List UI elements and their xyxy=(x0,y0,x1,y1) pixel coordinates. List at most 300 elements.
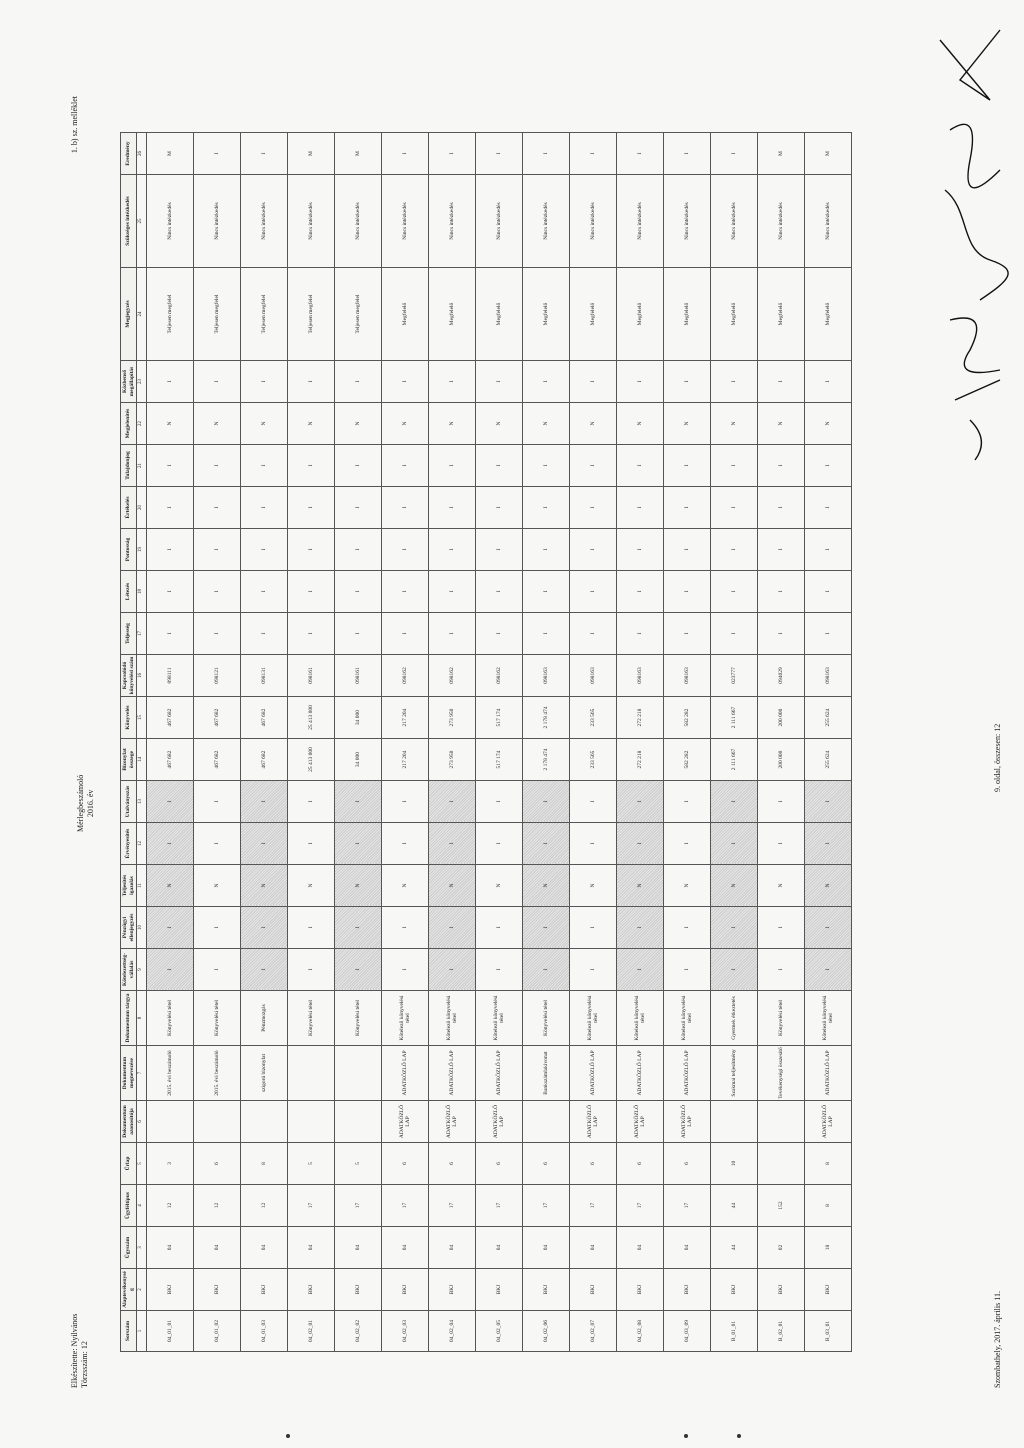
column-number: 22 xyxy=(137,403,147,445)
table-cell: N xyxy=(382,865,429,907)
table-cell: I xyxy=(241,907,288,949)
table-cell: I xyxy=(288,823,335,865)
table-cell: 098162 xyxy=(382,655,429,697)
column-header: Szükséges intézkedés xyxy=(121,175,137,268)
column-header: Közbenső megállapítás xyxy=(121,361,137,403)
column-number: 16 xyxy=(137,655,147,697)
table-cell: I xyxy=(429,133,476,175)
table-cell: 10 xyxy=(711,1143,758,1185)
column-header: Ügyféltípus xyxy=(121,1185,137,1227)
table-cell: I xyxy=(617,571,664,613)
table-cell: ADATKÖZLŐ LAP xyxy=(429,1101,476,1143)
table-cell: 517 174 xyxy=(476,697,523,739)
table-cell: Megfelelő xyxy=(570,268,617,361)
table-cell: 2 178 474 xyxy=(523,697,570,739)
table-cell: 217 204 xyxy=(382,697,429,739)
table-cell: N xyxy=(241,865,288,907)
table-cell: BKJ xyxy=(523,1269,570,1311)
table-cell: 17 xyxy=(523,1185,570,1227)
table-cell: Megfelelő xyxy=(617,268,664,361)
table-row xyxy=(570,133,617,1352)
table-cell: N xyxy=(382,403,429,445)
table-cell: N xyxy=(288,865,335,907)
table-cell: Kötelező könyvelési tétel xyxy=(570,991,617,1046)
table-cell: I xyxy=(241,781,288,823)
column-number: 17 xyxy=(137,613,147,655)
table-cell: 273 950 xyxy=(429,739,476,781)
table-cell: Könyvelési tétel xyxy=(523,991,570,1046)
column-number: 18 xyxy=(137,571,147,613)
table-row xyxy=(758,133,805,1352)
table-cell: I xyxy=(429,823,476,865)
table-cell: 467 682 xyxy=(147,739,194,781)
table-cell: I xyxy=(335,571,382,613)
header-center xyxy=(76,775,96,832)
table-cell: I xyxy=(241,445,288,487)
table-cell: ADATKÖZLŐ LAP xyxy=(476,1101,523,1143)
table-cell: Megfelelő xyxy=(476,268,523,361)
table-cell: I xyxy=(711,613,758,655)
table-cell: I xyxy=(194,361,241,403)
table-row xyxy=(335,133,382,1352)
table-cell: Nincs intézkedés xyxy=(288,175,335,268)
table-cell: I xyxy=(805,361,852,403)
table-cell: Teljesen megfelel xyxy=(194,268,241,361)
table-cell: BKJ xyxy=(664,1269,711,1311)
table-cell: I xyxy=(617,133,664,175)
table-cell: I xyxy=(382,571,429,613)
table-cell: Teljesen megfelel xyxy=(335,268,382,361)
table-row xyxy=(805,133,852,1352)
table-cell: ADATKÖZLŐ LAP xyxy=(664,1046,711,1101)
table-cell: Nincs intézkedés xyxy=(617,175,664,268)
table-cell: I xyxy=(194,445,241,487)
table-cell: 17 xyxy=(570,1185,617,1227)
table-cell: BKJ xyxy=(711,1269,758,1311)
table-cell: 272 218 xyxy=(617,697,664,739)
table-cell: I xyxy=(335,907,382,949)
table-cell: N xyxy=(805,865,852,907)
table-cell: I xyxy=(382,487,429,529)
table-cell: 04_03_09 xyxy=(664,1311,711,1352)
table-cell: I xyxy=(805,571,852,613)
column-number: 4 xyxy=(137,1185,147,1227)
table-cell: Megfelelő xyxy=(805,268,852,361)
table-cell: I xyxy=(382,361,429,403)
table-cell: I xyxy=(664,823,711,865)
scan-dot xyxy=(286,1434,290,1438)
column-number: 8 xyxy=(137,991,147,1046)
table-cell: 272 218 xyxy=(617,739,664,781)
table-cell: Kötelező könyvelési tétel xyxy=(805,991,852,1046)
table-cell: N xyxy=(711,865,758,907)
table-cell: I xyxy=(523,361,570,403)
table-cell: I xyxy=(617,907,664,949)
column-header: Érvényesítés xyxy=(121,823,137,865)
table-cell: 098111 xyxy=(147,655,194,697)
table-cell: N xyxy=(288,403,335,445)
table-cell: I xyxy=(758,949,805,991)
table-cell: M xyxy=(335,133,382,175)
table-cell: I xyxy=(617,361,664,403)
column-header: Megjelenítés xyxy=(121,403,137,445)
table-cell: 17 xyxy=(617,1185,664,1227)
column-number: 21 xyxy=(137,445,147,487)
table-cell: 582 282 xyxy=(664,739,711,781)
table-cell: BKJ xyxy=(758,1269,805,1311)
table-cell: I xyxy=(335,781,382,823)
table-cell: I xyxy=(758,613,805,655)
table-cell: 6 xyxy=(570,1143,617,1185)
column-number: 23 xyxy=(137,361,147,403)
table-cell: I xyxy=(382,781,429,823)
table-cell: N xyxy=(429,403,476,445)
table-cell: 098161 xyxy=(335,655,382,697)
table-cell: 12 xyxy=(194,1185,241,1227)
table-cell: I xyxy=(664,529,711,571)
table-cell: 04_01_03 xyxy=(241,1311,288,1352)
table-cell: I xyxy=(147,361,194,403)
table-cell: I xyxy=(523,907,570,949)
column-header: Teljesség xyxy=(121,613,137,655)
table-cell: 098162 xyxy=(476,655,523,697)
table-cell: I xyxy=(570,613,617,655)
table-cell: 04_02_05 xyxy=(476,1311,523,1352)
table-cell: BKJ xyxy=(805,1269,852,1311)
table-cell: 098163 xyxy=(570,655,617,697)
table-cell: Szakmai teljesítmény xyxy=(711,1046,758,1101)
table-cell: Pénzmozgás xyxy=(241,991,288,1046)
table-cell: I xyxy=(523,613,570,655)
table-cell: BKJ xyxy=(147,1269,194,1311)
table-cell: I xyxy=(570,133,617,175)
table-cell: 098163 xyxy=(664,655,711,697)
table-cell: I xyxy=(147,823,194,865)
table-cell: I xyxy=(711,487,758,529)
table-cell: I xyxy=(476,949,523,991)
table-cell: N xyxy=(194,403,241,445)
table-cell: I xyxy=(288,781,335,823)
table-cell: Megfelelő xyxy=(382,268,429,361)
table-cell: Megfelelő xyxy=(523,268,570,361)
table-cell: N xyxy=(664,865,711,907)
column-number: 24 xyxy=(137,268,147,361)
table-cell: Megfelelő xyxy=(711,268,758,361)
table-cell: I xyxy=(523,781,570,823)
table-cell: 2015. évi beszámoló xyxy=(194,1046,241,1101)
table-row xyxy=(147,133,194,1352)
table-cell: N xyxy=(476,403,523,445)
footer-center: 9. oldal, összesen: 12 xyxy=(993,723,1002,792)
table-cell: I xyxy=(523,949,570,991)
table-cell: ADATKÖZLŐ LAP xyxy=(382,1101,429,1143)
table-cell: I xyxy=(805,907,852,949)
table-cell: Nincs intézkedés xyxy=(664,175,711,268)
table-cell: I xyxy=(194,133,241,175)
table-cell: N xyxy=(805,403,852,445)
table-cell: I xyxy=(147,571,194,613)
table-cell: I xyxy=(805,823,852,865)
table-cell: I xyxy=(476,823,523,865)
table-cell: Teljesen megfelel xyxy=(288,268,335,361)
table-cell: M xyxy=(758,133,805,175)
table-cell: 17 xyxy=(288,1185,335,1227)
table-cell: I xyxy=(476,361,523,403)
column-header: Űrlap xyxy=(121,1143,137,1185)
table-cell: I xyxy=(241,361,288,403)
table-cell: I xyxy=(429,949,476,991)
table-cell: Nincs intézkedés xyxy=(711,175,758,268)
table-cell: I xyxy=(664,487,711,529)
table-cell: I xyxy=(476,487,523,529)
table-cell: Nincs intézkedés xyxy=(147,175,194,268)
table-cell: 098162 xyxy=(429,655,476,697)
table-cell: I xyxy=(194,529,241,571)
table-cell: 17 xyxy=(335,1185,382,1227)
table-cell: I xyxy=(758,529,805,571)
table-cell: N xyxy=(617,403,664,445)
table-cell: I xyxy=(335,823,382,865)
table-cell: 04 xyxy=(664,1227,711,1269)
table-cell: B_02_01 xyxy=(758,1311,805,1352)
table-cell: I xyxy=(241,949,288,991)
table-cell: N xyxy=(570,403,617,445)
table-cell: Nincs intézkedés xyxy=(241,175,288,268)
table-cell: 2015. évi beszámoló xyxy=(147,1046,194,1101)
table-cell: 04_02_08 xyxy=(617,1311,664,1352)
table-cell: 200 000 xyxy=(758,739,805,781)
table-cell: ADATKÖZLŐ LAP xyxy=(617,1046,664,1101)
table-cell xyxy=(758,1101,805,1143)
table-cell: ADATKÖZLŐ LAP xyxy=(382,1046,429,1101)
table-cell: Kötelező könyvelési tétel xyxy=(617,991,664,1046)
table-cell: 04 xyxy=(288,1227,335,1269)
table-cell: 467 682 xyxy=(194,697,241,739)
table-cell: Teljesen megfelel xyxy=(147,268,194,361)
table-cell: 04_02_03 xyxy=(382,1311,429,1352)
table-row xyxy=(523,133,570,1352)
column-header: Sorszám xyxy=(121,1311,137,1352)
table-cell: I xyxy=(523,529,570,571)
table-cell: Kötelező könyvelési tétel xyxy=(664,991,711,1046)
table-cell: I xyxy=(617,823,664,865)
column-header: Pénzügyi ellenjegyzés xyxy=(121,907,137,949)
table-cell: N xyxy=(476,865,523,907)
table-cell: 023777 xyxy=(711,655,758,697)
table-cell: I xyxy=(617,445,664,487)
table-cell: Nincs intézkedés xyxy=(335,175,382,268)
table-cell: I xyxy=(241,613,288,655)
table-cell: I xyxy=(758,823,805,865)
column-header: Alaptevékenység xyxy=(121,1269,137,1311)
table-cell: I xyxy=(476,907,523,949)
table-cell: I xyxy=(664,361,711,403)
column-number-row xyxy=(137,133,147,1352)
table-cell: I xyxy=(476,529,523,571)
table-cell: 2 178 474 xyxy=(523,739,570,781)
table-cell: I xyxy=(288,949,335,991)
table-cell: I xyxy=(664,949,711,991)
table-cell: 2 111 667 xyxy=(711,739,758,781)
table-cell: 2 111 667 xyxy=(711,697,758,739)
table-cell: I xyxy=(476,133,523,175)
table-cell: ADATKÖZLŐ LAP xyxy=(429,1046,476,1101)
table-cell: 25 413 000 xyxy=(288,697,335,739)
table-cell: N xyxy=(523,403,570,445)
table-cell xyxy=(758,1143,805,1185)
table-cell: I xyxy=(429,613,476,655)
table-cell: I xyxy=(288,907,335,949)
table-cell: Nincs intézkedés xyxy=(758,175,805,268)
table-cell: 6 xyxy=(617,1143,664,1185)
table-cell: I xyxy=(288,445,335,487)
table-cell: I xyxy=(711,133,758,175)
header-center-line2: 2016. év xyxy=(86,789,95,818)
table-cell: N xyxy=(617,865,664,907)
table-cell: 233 565 xyxy=(570,739,617,781)
table-cell: N xyxy=(147,403,194,445)
table-cell: Könyvelési tétel xyxy=(335,991,382,1046)
table-cell: I xyxy=(382,133,429,175)
column-number: 2 xyxy=(137,1269,147,1311)
table-cell: I xyxy=(194,907,241,949)
table-cell: 04_02_02 xyxy=(335,1311,382,1352)
table-cell: 098121 xyxy=(194,655,241,697)
table-row xyxy=(617,133,664,1352)
column-header: Pontosság xyxy=(121,529,137,571)
table-cell: Könyvelési tétel xyxy=(194,991,241,1046)
column-header: Tulajdonjog xyxy=(121,445,137,487)
table-cell: Bankszámlakivonat xyxy=(523,1046,570,1101)
table-cell: 5 xyxy=(335,1143,382,1185)
scan-dot xyxy=(684,1434,688,1438)
table-cell: N xyxy=(429,865,476,907)
table-cell: I xyxy=(570,781,617,823)
table-cell: 25 413 000 xyxy=(288,739,335,781)
column-header: Dokumentum tárgya xyxy=(121,991,137,1046)
table-cell: B_03_01 xyxy=(805,1311,852,1352)
column-number: 6 xyxy=(137,1101,147,1143)
table-cell: Nincs intézkedés xyxy=(805,175,852,268)
table-cell: I xyxy=(241,571,288,613)
table-cell: 517 174 xyxy=(476,739,523,781)
table-cell: szigorú bizonylat xyxy=(241,1046,288,1101)
table-cell: I xyxy=(805,487,852,529)
audit-table xyxy=(120,132,852,1352)
table-cell: I xyxy=(711,907,758,949)
table-cell: I xyxy=(711,529,758,571)
table-cell: I xyxy=(523,445,570,487)
scan-dot xyxy=(737,1434,741,1438)
table-cell: I xyxy=(429,445,476,487)
table-cell: I xyxy=(429,529,476,571)
table-cell: Nincs intézkedés xyxy=(429,175,476,268)
column-number: 1 xyxy=(137,1311,147,1352)
column-number: 13 xyxy=(137,781,147,823)
column-header: Teljesítés igazolás xyxy=(121,865,137,907)
table-cell: Megfelelő xyxy=(664,268,711,361)
table-cell: I xyxy=(570,445,617,487)
column-header: Utalványozás xyxy=(121,781,137,823)
table-cell: I xyxy=(382,445,429,487)
table-cell: 8 xyxy=(805,1143,852,1185)
column-number: 15 xyxy=(137,697,147,739)
table-cell: I xyxy=(288,361,335,403)
table-cell: I xyxy=(664,781,711,823)
table-cell: 200 000 xyxy=(758,697,805,739)
column-number: 9 xyxy=(137,949,147,991)
table-cell: I xyxy=(523,487,570,529)
table-cell: 04 xyxy=(617,1227,664,1269)
table-row xyxy=(476,133,523,1352)
table-cell: I xyxy=(194,487,241,529)
table-cell: 17 xyxy=(382,1185,429,1227)
table-cell: I xyxy=(805,949,852,991)
table-cell: I xyxy=(429,571,476,613)
table-cell: 255 624 xyxy=(805,697,852,739)
table-cell: I xyxy=(570,907,617,949)
table-cell: I xyxy=(241,823,288,865)
table-cell: 6 xyxy=(476,1143,523,1185)
table-row xyxy=(711,133,758,1352)
table-cell: 04 xyxy=(476,1227,523,1269)
table-cell: 098163 xyxy=(617,655,664,697)
table-cell: M xyxy=(147,133,194,175)
table-cell: I xyxy=(664,613,711,655)
table-cell: I xyxy=(711,361,758,403)
table-row xyxy=(429,133,476,1352)
column-header: Ügyszám xyxy=(121,1227,137,1269)
table-cell: 3 xyxy=(147,1143,194,1185)
table-cell: 04 xyxy=(429,1227,476,1269)
table-cell: I xyxy=(758,571,805,613)
table-row xyxy=(664,133,711,1352)
table-cell: N xyxy=(241,403,288,445)
table-cell: ADATKÖZLŐ LAP xyxy=(805,1046,852,1101)
table-cell: N xyxy=(711,403,758,445)
table-cell: I xyxy=(711,781,758,823)
table-cell: N xyxy=(664,403,711,445)
table-cell: I xyxy=(664,445,711,487)
table-cell: I xyxy=(429,781,476,823)
table-cell: I xyxy=(241,487,288,529)
table-cell: Megfelelő xyxy=(758,268,805,361)
table-cell: 04 xyxy=(147,1227,194,1269)
table-cell: N xyxy=(570,865,617,907)
table-cell: I xyxy=(194,571,241,613)
table-cell: I xyxy=(570,949,617,991)
table-cell: BKJ xyxy=(288,1269,335,1311)
table-cell: ADATKÖZLŐ LAP xyxy=(570,1046,617,1101)
table-body xyxy=(147,133,852,1352)
table-cell: N xyxy=(194,865,241,907)
table-cell: I xyxy=(664,133,711,175)
column-header: Megjegyzés xyxy=(121,268,137,361)
table-cell: I xyxy=(805,613,852,655)
table-cell: I xyxy=(805,445,852,487)
table-cell: 6 xyxy=(664,1143,711,1185)
table-cell: 04 xyxy=(241,1227,288,1269)
table-cell: 18 xyxy=(805,1227,852,1269)
table-cell xyxy=(241,1101,288,1143)
rotated-document xyxy=(70,92,1010,1392)
table-cell: 04_02_07 xyxy=(570,1311,617,1352)
table-cell: I xyxy=(617,529,664,571)
table-cell: I xyxy=(147,487,194,529)
table-cell: I xyxy=(711,445,758,487)
table-cell: I xyxy=(147,907,194,949)
table-cell: ADATKÖZLŐ LAP xyxy=(570,1101,617,1143)
